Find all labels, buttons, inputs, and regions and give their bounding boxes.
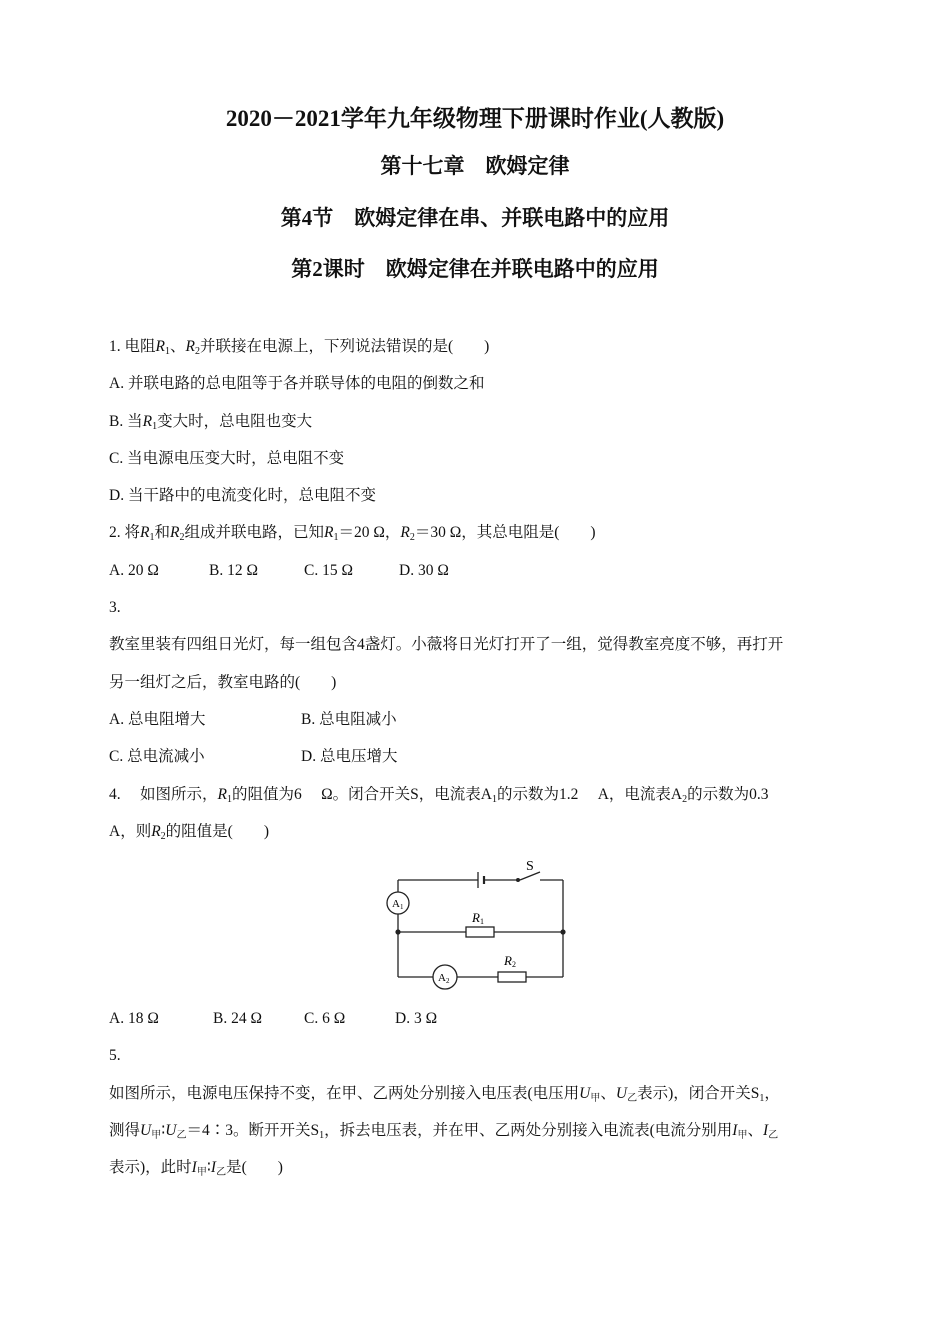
q5-stem-line3: 表示)，此时$I_甲∶I_乙$是( ) [109, 1159, 283, 1178]
ammeter-a2-label: A2 [438, 972, 450, 985]
q4-options: A. 18 Ω B. 24 Ω C. 6 Ω D. 3 Ω [109, 1010, 438, 1027]
q5-stem-line2: 测得$U_甲∶U_乙=4∶3$。断开开关$S_1$，拆去电压表，并在甲、乙两处分别接入电流表(电流分别用$I_甲$、$I_乙$ [109, 1122, 779, 1141]
lesson-heading: 第2课时 欧姆定律在并联电路中的应用 [291, 257, 659, 281]
q1-option-d: D. 当干路中的电流变化时，总电阻不变 [109, 487, 376, 504]
q3-options-row2: C. 总电流减小 D. 总电压增大 [109, 748, 398, 765]
resistor-r2-label: R2 [504, 953, 516, 969]
q1-option-a: A. 并联电路的总电阻等于各并联导体的电阻的倒数之和 [109, 375, 485, 392]
q4-stem-line2: A，则$R_2$的阻值是( ) [109, 823, 269, 842]
switch-label: S [526, 859, 534, 874]
junction-right [560, 929, 565, 934]
page-title: 2020－2021学年九年级物理下册课时作业(人教版) [225, 106, 725, 131]
circuit-diagram [370, 852, 580, 992]
q3-stem-line2: 另一组灯之后，教室电路的( ) [109, 674, 337, 691]
q2-options: A. 20 Ω B. 12 Ω C. 15 Ω D. 30 Ω [109, 562, 449, 579]
resistor-r1 [466, 927, 494, 937]
section-heading: 第4节 欧姆定律在串、并联电路中的应用 [280, 206, 670, 230]
q1-stem: 1. 电阻$R_1$、$R_2$并联接在电源上，下列说法错误的是( ) [109, 338, 490, 357]
chapter-heading: 第十七章 欧姆定律 [380, 154, 570, 178]
q3-stem-line1: 教室里装有四组日光灯，每一组包含4盏灯。小薇将日光灯打开了一组，觉得教室亮度不够，再打开 [109, 636, 784, 653]
switch-pivot [516, 878, 520, 882]
resistor-r2 [498, 972, 526, 982]
q4-stem-line1: 4. 如图所示，$R_1$的阻值为6 Ω。闭合开关S，电流表$A_1$的示数为1.2 A，电流表$A_2$的示数为0.3 [109, 786, 769, 805]
q3-options-row1: A. 总电阻增大 B. 总电阻减小 [109, 711, 397, 728]
q1-option-b: B. 当$R_1$变大时，总电阻也变大 [109, 413, 313, 432]
q1-option-c: C. 当电源电压变大时，总电阻不变 [109, 450, 345, 467]
q5-stem-line1: 如图所示，电源电压保持不变，在甲、乙两处分别接入电压表(电压用$U_甲$、$U_乙$表示)，闭合开关$S_1$， [109, 1085, 780, 1104]
q2-stem: 2. 将$R_1$和$R_2$组成并联电路，已知$R_1=20$ Ω，$R_2=30$ Ω，其总电阻是( ) [109, 524, 596, 543]
ammeter-a1-label: A1 [392, 898, 404, 911]
junction-left [395, 929, 400, 934]
q5-number: 5. [109, 1047, 121, 1064]
resistor-r1-label: R1 [472, 910, 484, 926]
q3-number: 3. [109, 599, 121, 616]
